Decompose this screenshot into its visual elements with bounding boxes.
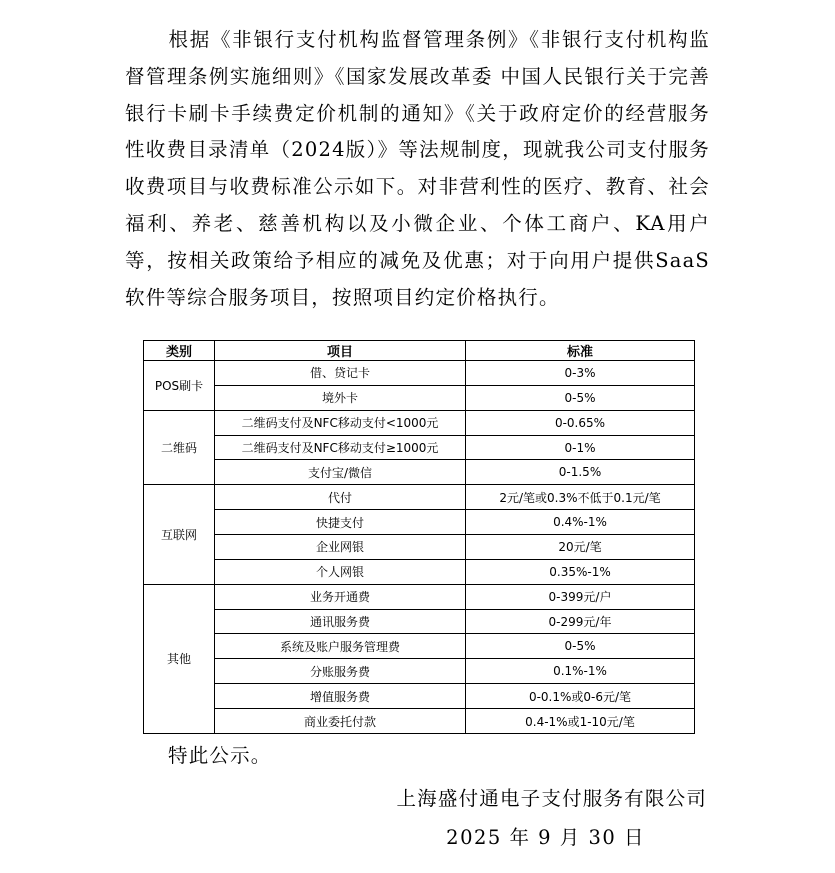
standard-cell: 0-3% (466, 361, 695, 386)
standard-cell: 0.1%-1% (466, 659, 695, 684)
item-cell: 境外卡 (215, 385, 466, 410)
table-row (144, 485, 695, 510)
item-cell: 增值服务费 (215, 684, 466, 709)
standard-cell: 0-399元/户 (466, 584, 695, 609)
item-cell: 个人网银 (215, 559, 466, 584)
item-cell: 支付宝/微信 (215, 460, 466, 485)
standard-cell: 0-1% (466, 435, 695, 460)
intro-paragraph (125, 22, 710, 316)
category-cell: 其他 (144, 584, 215, 733)
fee-table-header-row (144, 341, 695, 361)
table-row (144, 609, 695, 634)
header-category: 类别 (144, 341, 215, 361)
table-row (144, 361, 695, 386)
table-row (144, 684, 695, 709)
item-cell: 分账服务费 (215, 659, 466, 684)
table-row (144, 460, 695, 485)
standard-cell: 2元/笔或0.3%不低于0.1元/笔 (466, 485, 695, 510)
item-cell: 业务开通费 (215, 584, 466, 609)
table-row (144, 535, 695, 560)
item-cell: 商业委托付款 (215, 709, 466, 734)
company-name: 上海盛付通电子支付服务有限公司 (396, 787, 707, 810)
table-row (144, 634, 695, 659)
table-row (144, 559, 695, 584)
standard-cell: 0.4%-1% (466, 510, 695, 535)
standard-cell: 0-0.65% (466, 410, 695, 435)
fee-table (143, 340, 695, 734)
closing-statement: 特此公示。 (168, 744, 272, 767)
item-cell: 二维码支付及NFC移动支付≥1000元 (215, 435, 466, 460)
header-item: 项目 (215, 341, 466, 361)
table-row (144, 659, 695, 684)
standard-cell: 0-1.5% (466, 460, 695, 485)
table-row (144, 435, 695, 460)
standard-cell: 0.35%-1% (466, 559, 695, 584)
standard-cell: 0-299元/年 (466, 609, 695, 634)
standard-cell: 0-5% (466, 385, 695, 410)
item-cell: 系统及账户服务管理费 (215, 634, 466, 659)
table-row (144, 584, 695, 609)
table-row (144, 385, 695, 410)
notice-date: 2025 年 9 月 30 日 (446, 826, 645, 849)
category-cell: 二维码 (144, 410, 215, 485)
item-cell: 借、贷记卡 (215, 361, 466, 386)
item-cell: 通讯服务费 (215, 609, 466, 634)
item-cell: 企业网银 (215, 535, 466, 560)
header-standard: 标准 (466, 341, 695, 361)
standard-cell: 0-5% (466, 634, 695, 659)
category-cell: 互联网 (144, 485, 215, 584)
table-row (144, 410, 695, 435)
intro-text: 根据《非银行支付机构监督管理条例》《非银行支付机构监督管理条例实施细则》《国家发展改革委 中国人民银行关于完善银行卡刷卡手续费定价机制的通知》《关于政府定价的经营服务性收费目录清单（2024版）》等法规制度，现就我公司支付服务收费项目与收费标准公示如下。对非营利性的医疗、教育、社会福利、养老、慈善机构以及小微企业、个体工商户、KA用户等，按相关政策给予相应的减免及优惠；对于向用户提供SaaS软件等综合服务项目，按照项目约定价格执行。 (125, 28, 710, 309)
category-cell: POS刷卡 (144, 361, 215, 411)
item-cell: 快捷支付 (215, 510, 466, 535)
standard-cell: 0-0.1%或0-6元/笔 (466, 684, 695, 709)
table-row (144, 709, 695, 734)
standard-cell: 0.4-1%或1-10元/笔 (466, 709, 695, 734)
item-cell: 代付 (215, 485, 466, 510)
standard-cell: 20元/笔 (466, 535, 695, 560)
table-row (144, 510, 695, 535)
item-cell: 二维码支付及NFC移动支付<1000元 (215, 410, 466, 435)
